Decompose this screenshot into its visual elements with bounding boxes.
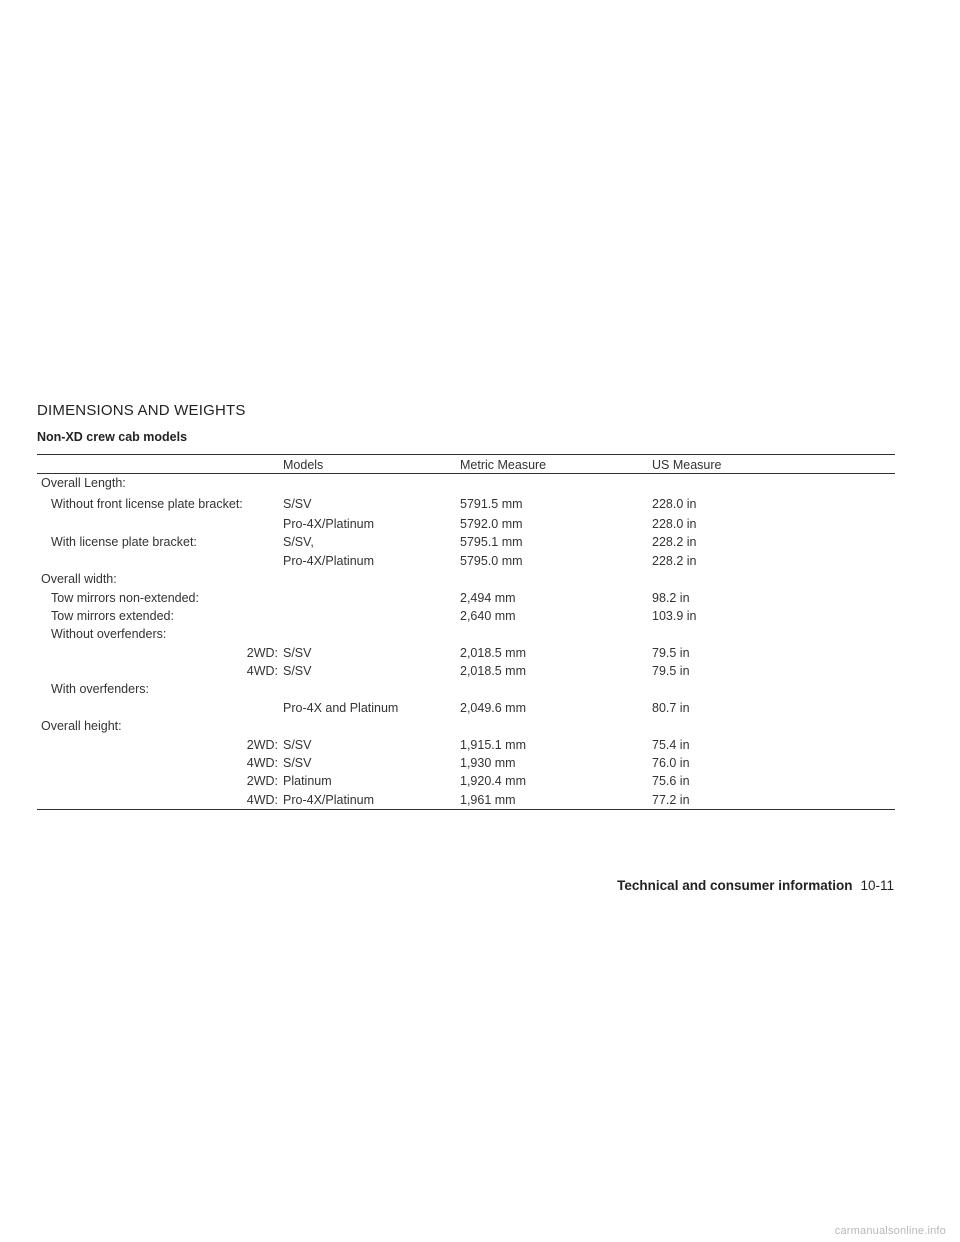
table-row <box>37 699 895 717</box>
row-model: Pro-4X/Platinum <box>283 516 375 531</box>
row-metric: 5791.5 mm <box>460 496 523 511</box>
row-model <box>283 474 460 493</box>
table-header-row <box>37 455 895 474</box>
row-us: 228.0 in <box>652 516 697 531</box>
row-model <box>283 570 460 588</box>
row-metric <box>460 717 652 735</box>
row-metric: 5795.0 mm <box>460 553 523 568</box>
row-us: 98.2 in <box>652 590 690 605</box>
row-metric <box>460 680 652 698</box>
dimensions-table <box>37 454 895 810</box>
table-row <box>37 570 895 588</box>
table-row <box>37 625 895 643</box>
table-row <box>37 533 895 551</box>
row-metric: 2,018.5 mm <box>460 645 527 660</box>
row-metric <box>460 474 652 493</box>
row-drive-label: 2WD: <box>246 645 278 660</box>
row-us: 228.2 in <box>652 535 697 550</box>
row-us: 76.0 in <box>652 756 690 771</box>
row-metric: 1,961 mm <box>460 792 516 807</box>
row-model: S/SV <box>283 645 312 660</box>
row-us: 75.4 in <box>652 737 690 752</box>
row-us <box>652 680 895 698</box>
row-metric <box>460 570 652 588</box>
row-metric: 2,018.5 mm <box>460 664 527 679</box>
table-row <box>37 607 895 625</box>
row-label <box>37 699 283 717</box>
row-label: Tow mirrors non-extended: <box>51 590 199 605</box>
row-metric <box>460 625 652 643</box>
row-metric: 1,920.4 mm <box>460 774 527 789</box>
table-row <box>37 588 895 606</box>
row-drive-label: 4WD: <box>246 756 278 771</box>
footer-chapter-title: Technical and consumer information <box>617 878 853 893</box>
row-us <box>652 474 895 493</box>
table-row <box>37 644 895 662</box>
row-label: With license plate bracket: <box>51 535 197 550</box>
table-subtitle: Non-XD crew cab models <box>37 430 188 444</box>
row-label <box>37 552 283 570</box>
row-label: With overfenders: <box>51 682 149 697</box>
row-drive-label: 2WD: <box>246 774 278 789</box>
header-models: Models <box>283 455 460 474</box>
table-row <box>37 492 895 514</box>
row-label: Tow mirrors extended: <box>51 608 174 623</box>
table-row <box>37 474 895 493</box>
row-metric: 5792.0 mm <box>460 516 523 531</box>
row-us: 228.0 in <box>652 496 697 511</box>
row-model: S/SV <box>283 756 312 771</box>
section-title: DIMENSIONS AND WEIGHTS <box>37 402 246 419</box>
row-model: Platinum <box>283 774 332 789</box>
page-footer <box>617 878 894 893</box>
row-model <box>283 607 460 625</box>
row-us: 80.7 in <box>652 700 690 715</box>
table-row <box>37 735 895 753</box>
table-row <box>37 754 895 772</box>
header-us: US Measure <box>652 455 895 474</box>
table-row <box>37 772 895 790</box>
table-row <box>37 791 895 810</box>
row-model <box>283 625 460 643</box>
row-metric: 2,049.6 mm <box>460 700 527 715</box>
row-metric: 1,915.1 mm <box>460 737 527 752</box>
row-label <box>37 515 283 533</box>
row-drive-label: 2WD: <box>246 737 278 752</box>
row-us: 75.6 in <box>652 774 690 789</box>
row-metric: 1,930 mm <box>460 756 516 771</box>
row-model <box>283 588 460 606</box>
row-metric: 2,494 mm <box>460 590 516 605</box>
row-us: 228.2 in <box>652 553 697 568</box>
row-us: 77.2 in <box>652 792 690 807</box>
row-label: Overall Length: <box>41 476 126 491</box>
row-us: 79.5 in <box>652 645 690 660</box>
row-model: Pro-4X/Platinum <box>283 792 375 807</box>
table-row <box>37 662 895 680</box>
footer-page-number: 10-11 <box>860 878 894 893</box>
row-label: Overall height: <box>41 719 122 734</box>
watermark: carmanualsonline.info <box>834 1225 946 1237</box>
row-drive-label: 4WD: <box>246 664 278 679</box>
row-model: S/SV <box>283 496 312 511</box>
row-model: S/SV <box>283 737 312 752</box>
row-us <box>652 570 895 588</box>
table-row <box>37 717 895 735</box>
row-model <box>283 680 460 698</box>
row-us: 103.9 in <box>652 608 697 623</box>
row-us <box>652 717 895 735</box>
row-us: 79.5 in <box>652 664 690 679</box>
row-us <box>652 625 895 643</box>
header-metric: Metric Measure <box>460 455 652 474</box>
row-metric: 2,640 mm <box>460 608 516 623</box>
row-model: Pro-4X/Platinum <box>283 553 375 568</box>
row-drive-label: 4WD: <box>246 792 278 807</box>
row-model: S/SV <box>283 664 312 679</box>
table-row <box>37 515 895 533</box>
row-model <box>283 717 460 735</box>
row-metric: 5795.1 mm <box>460 535 523 550</box>
row-label: Overall width: <box>41 572 117 587</box>
row-label: Without overfenders: <box>51 627 167 642</box>
row-model: S/SV, <box>283 535 314 550</box>
row-model: Pro-4X and Platinum <box>283 700 399 715</box>
header-label <box>37 455 283 474</box>
table-row <box>37 680 895 698</box>
table-row <box>37 552 895 570</box>
row-label: Without front license plate bracket: <box>51 496 243 511</box>
